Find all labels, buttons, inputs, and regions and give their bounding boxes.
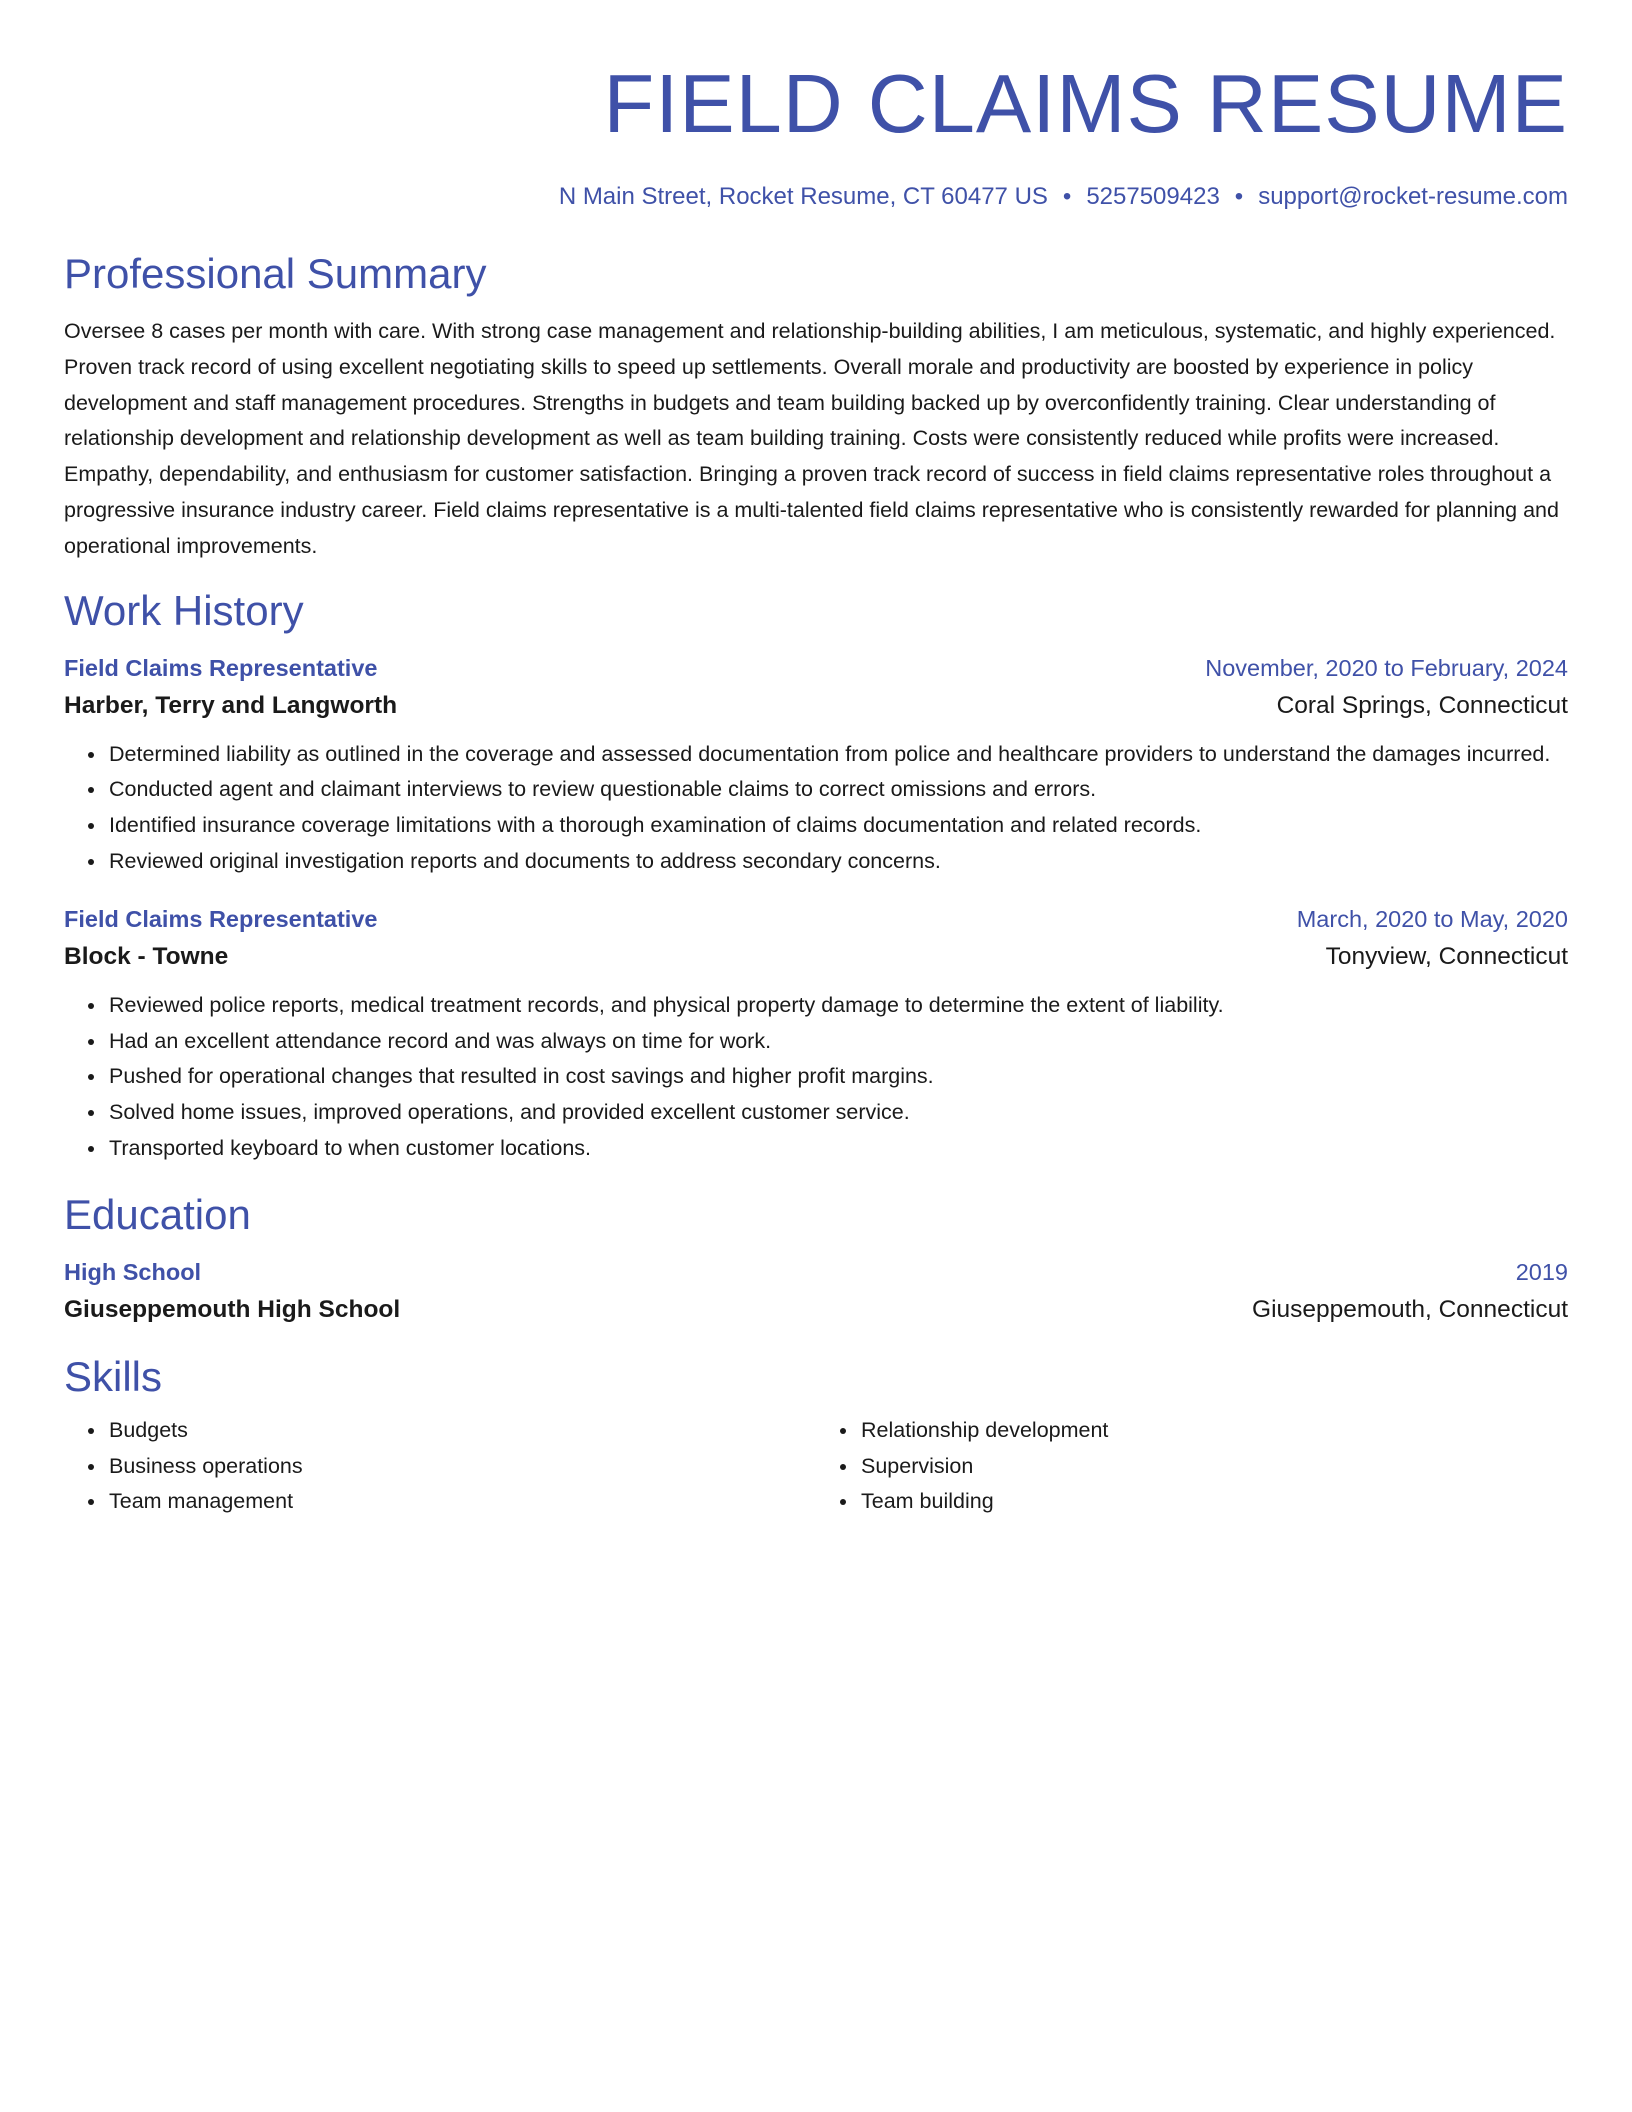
education-school-row: [64, 1291, 1568, 1329]
job-bullet: • Reviewed original investigation reports and documents to address secondary concerns.: [107, 844, 1568, 880]
contact-email: support@rocket-resume.com: [1258, 183, 1568, 210]
education-heading: Education: [64, 1190, 251, 1238]
job-dates: November, 2020 to February, 2024: [1205, 654, 1568, 681]
education-entry: [64, 1255, 1568, 1329]
job-company: Block - Towne: [64, 942, 229, 970]
resume-name: FIELD CLAIMS RESUME: [603, 57, 1568, 150]
skill-item: • Supervision: [859, 1449, 1568, 1485]
summary-text: Oversee 8 cases per month with care. With strong case management and relationship-building abilities, I am meticulous, systematic, and highly experienced. Proven track record of using excellent negotiating skills to speed up settlements. Overall morale and productivity are boosted by experience in policy development and staff management procedures. Strengths in budgets and team building backed up by overconfidently training. Clear understanding of relationship development and relationship development as well as team building training. Costs were consistently reduced while profits were increased. Empathy, dependability, and enthusiasm for customer satisfaction. Bringing a proven track record of success in field claims representative roles throughout a progressive insurance industry career. Field claims representative is a multi-talented field claims representative who is consistently rewarded for planning and operational improvements.: [64, 319, 1559, 558]
job-company: Harber, Terry and Langworth: [64, 691, 398, 719]
job-entry: [64, 902, 1568, 1167]
summary-heading: Professional Summary: [64, 250, 487, 297]
job-bullets: [64, 988, 1568, 1167]
contact-address: N Main Street, Rocket Resume, CT 60477 US: [558, 183, 1048, 210]
skill-item: • Team management: [107, 1484, 816, 1520]
job-location: Tonyview, Connecticut: [1325, 942, 1568, 970]
skills-grid: [64, 1413, 1568, 1520]
job-bullet: • Transported keyboard to when customer locations.: [107, 1131, 1568, 1167]
job-role: Field Claims Representative: [64, 654, 378, 681]
job-bullet: • Determined liability as outlined in the coverage and assessed documentation from police and healthcare providers to understand the damages incurred.: [107, 737, 1568, 773]
skills-heading: Skills: [64, 1352, 163, 1400]
job-bullet: • Conducted agent and claimant interviews to review questionable claims to correct omissions and errors.: [107, 772, 1568, 808]
job-dates: March, 2020 to May, 2020: [1296, 905, 1568, 932]
skill-item: • Team building: [859, 1484, 1568, 1520]
skill-item: • Relationship development: [859, 1413, 1568, 1449]
job-bullet: • Solved home issues, improved operations, and provided excellent customer service.: [107, 1095, 1568, 1131]
job-bullets: [64, 737, 1568, 880]
job-role-row: [64, 902, 1568, 936]
skills-list-left: [64, 1413, 816, 1520]
job-bullet: • Reviewed police reports, medical treatment records, and physical property damage to determine the extent of liability.: [107, 988, 1568, 1024]
skills-list-right: [816, 1413, 1568, 1520]
contact-separator: •: [1062, 183, 1072, 210]
education-degree-row: [64, 1255, 1568, 1289]
contact-line: [64, 182, 1568, 212]
skill-item: • Business operations: [107, 1449, 816, 1485]
contact-phone: 5257509423: [1086, 183, 1220, 210]
job-bullet: • Identified insurance coverage limitations with a thorough examination of claims documentation and related records.: [107, 808, 1568, 844]
education-degree: High School: [64, 1258, 202, 1285]
job-company-row: [64, 938, 1568, 976]
contact-separator: •: [1234, 183, 1244, 210]
job-role-row: [64, 651, 1568, 685]
education-year: 2019: [1515, 1258, 1568, 1285]
job-entry: [64, 651, 1568, 880]
resume-header: [64, 58, 1568, 212]
skill-item: • Budgets: [107, 1413, 816, 1449]
job-location: Coral Springs, Connecticut: [1276, 691, 1568, 719]
job-company-row: [64, 687, 1568, 725]
work-history-heading: Work History: [64, 586, 304, 634]
education-school: Giuseppemouth High School: [64, 1295, 401, 1323]
job-bullet: • Had an excellent attendance record and was always on time for work.: [107, 1024, 1568, 1060]
job-role: Field Claims Representative: [64, 905, 378, 932]
education-location: Giuseppemouth, Connecticut: [1252, 1295, 1568, 1323]
job-bullet: • Pushed for operational changes that resulted in cost savings and higher profit margins.: [107, 1059, 1568, 1095]
